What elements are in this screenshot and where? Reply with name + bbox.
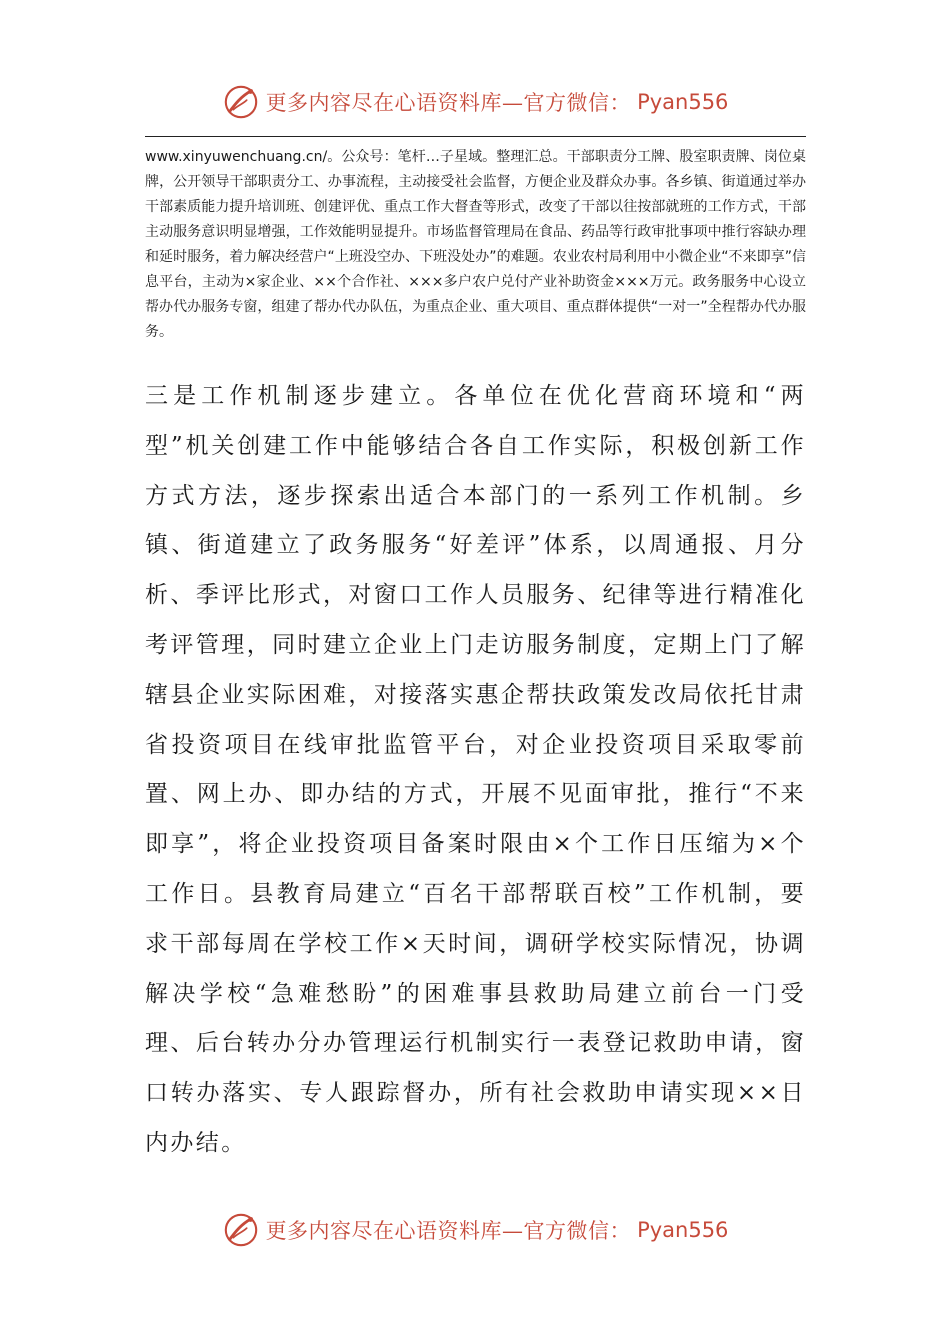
header-divider — [145, 136, 806, 137]
body-paragraph-main: 三是工作机制逐步建立。各单位在优化营商环境和“两型”机关创建工作中能够结合各自工作实际，积极创新工作方式方法，逐步探索出适合本部门的一系列工作机制。乡镇、街道建立了政务服务“好差评”体系，以周通报、月分析、季评比形式，对窗口工作人员服务、纪律等进行精准化考评管理，同时建立企业上门走访服务制度，定期上门了解辖县企业实际困难，对接落实惠企帮扶政策发改局依托甘肃省投资项目在线审批监管平台，对企业投资项目采取零前置、网上办、即办结的方式，开展不见面审批，推行“不来即享”，将企业投资项目备案时限由×个工作日压缩为×个工作日。县教育局建立“百名干部帮联百校”工作机制，要求干部每周在学校工作×天时间，调研学校实际情况，协调解决学校“急难愁盼”的困难事县救助局建立前台一门受理、后台转办分办管理运行机制实行一表登记救助申请，窗口转办落实、专人跟踪督办，所有社会救助申请实现××日内办结。 — [145, 383, 806, 1156]
header-banner — [0, 80, 950, 124]
header-banner-contact: Pyan556 — [637, 90, 729, 114]
header-banner-text: 更多内容尽在心语资料库—官方微信： — [265, 91, 632, 115]
footer-banner — [0, 1208, 950, 1252]
brush-logo-icon — [222, 83, 260, 121]
body-paragraph-small: www.xinyuwenchuang.cn/。公众号：笔杆…子星域。整理汇总。干部职责分工牌、股室职责牌、岗位桌牌，公开领导干部职责分工、办事流程，主动接受社会监督，方便企业及群众办事。各乡镇、街道通过举办干部素质能力提升培训班、创建评优、重点工作大督查等形式，改变了干部以往按部就班的工作方式，干部主动服务意识明显增强，工作效能明显提升。市场监督管理局在食品、药品等行政审批事项中推行容缺办理和延时服务，着力解决经营户“上班没空办、下班没处办”的难题。农业农村局利用中小微企业“不来即享”信息平台，主动为×家企业、××个合作社、×××多户农户兑付产业补助资金×××万元。政务服务中心设立帮办代办服务专窗，组建了帮办代办队伍，为重点企业、重大项目、重点群体提供“一对一”全程帮办代办服务。 — [145, 149, 806, 340]
brush-logo-icon — [222, 1211, 260, 1249]
footer-banner-text: 更多内容尽在心语资料库—官方微信： — [265, 1219, 632, 1243]
footer-banner-contact: Pyan556 — [637, 1218, 729, 1242]
